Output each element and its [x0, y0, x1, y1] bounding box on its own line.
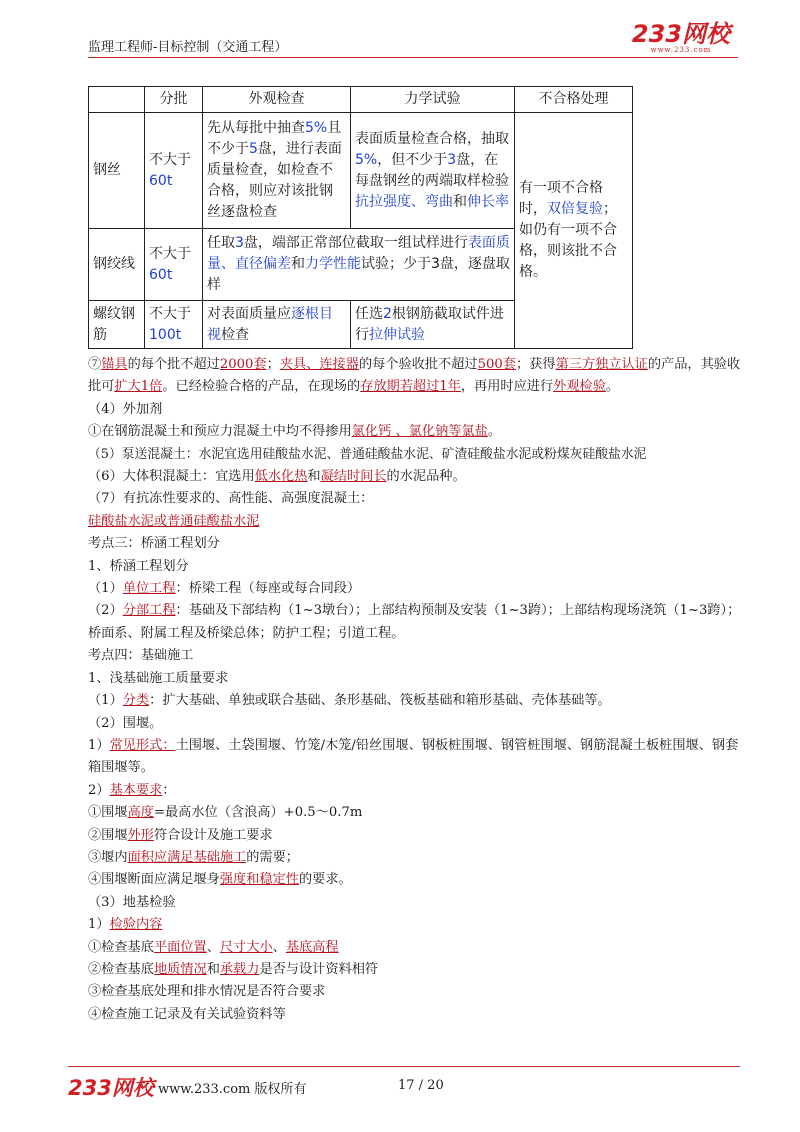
text: ④围堰断面应满足堰身: [88, 872, 220, 888]
cell-highlight: 60t: [149, 266, 173, 283]
cell-text: 盘，进行表面质量检查，如检查不合格，则应对该批钢丝逐盘检查: [207, 141, 342, 220]
text: 。: [605, 379, 620, 395]
text: 1）: [88, 737, 110, 753]
highlight: 平面位置: [153, 939, 207, 955]
section-heading: 考点四：基础施工: [88, 648, 194, 664]
paragraph: [88, 959, 748, 981]
mech-cell: [351, 113, 515, 229]
highlight: 凝结时间长: [320, 469, 387, 485]
highlight: 检验内容: [109, 917, 163, 933]
text: ：基础及下部结构（1~3墩台）；上部结构预制及安装（1~3跨）；上部结构现场浇筑（1~3跨）；桥面系、附属工程及桥梁总体；防护工程；引道工程。: [88, 603, 741, 641]
cell-highlight: 2: [383, 305, 392, 322]
highlight: 存放期若超过1年: [360, 379, 461, 395]
batch-cell: [145, 301, 203, 349]
highlight: 氯化钙 、氯化钠等氯盐: [351, 424, 488, 440]
logo-url: www.233.com: [650, 46, 712, 54]
cell-highlight: 5%: [355, 151, 378, 168]
paragraph: ④检查施工记录及有关试验资料等: [88, 1006, 286, 1022]
highlight: 单位工程: [122, 581, 176, 597]
text: ：桥梁工程（每座或每合同段）: [175, 581, 361, 597]
cell-text: ；如仍有一项不合格，则该批不合格。: [519, 201, 617, 280]
footer-logo: 233网校: [68, 1076, 154, 1100]
cell-highlight: 3: [447, 151, 457, 168]
cell-text: 和: [291, 256, 305, 272]
header-cell: 外观检查: [203, 87, 351, 113]
merged-cell: [203, 229, 515, 301]
paragraph: [88, 937, 748, 959]
paragraph: （5）泵送混凝土：水泥宜选用硅酸盐水泥、普通硅酸盐水泥、矿渣硅酸盐水泥或粉煤灰硅酸盐水泥: [88, 446, 647, 462]
text: 、: [206, 939, 220, 955]
cell-highlight: 伸长率: [467, 193, 509, 210]
text: ，再用时应进行: [460, 379, 554, 395]
highlight: 地质情况: [153, 961, 207, 977]
header-cell: 分批: [145, 87, 203, 113]
cell-highlight: 5: [249, 141, 258, 157]
highlight: 分部工程: [122, 603, 176, 619]
footer-rule: [68, 1066, 740, 1067]
paragraph: 1、桥涵工程划分: [88, 558, 189, 574]
paragraph: [88, 421, 748, 443]
header-cell: 力学试验: [351, 87, 515, 113]
highlight: 外形: [127, 827, 154, 843]
highlight: 500套: [477, 357, 516, 372]
paragraph: （3）地基检验: [88, 894, 176, 910]
paragraph: （7）有抗冻性要求的、高性能、高强度混凝土：: [88, 491, 374, 507]
footer-site-text: www.233.com 版权所有: [158, 1082, 307, 1097]
paragraph: [88, 690, 748, 712]
material-cell: 螺纹钢筋: [89, 301, 145, 349]
section-heading: 考点三：桥涵工程划分: [88, 536, 220, 552]
paragraph: [88, 578, 748, 600]
highlight: 分类: [122, 693, 150, 709]
cell-text: ，但不少于: [377, 151, 448, 168]
document-body: [88, 354, 748, 1026]
text: 土围堰、土袋围堰、竹笼/木笼/铅丝围堰、钢板桩围堰、钢管桩围堰、钢筋混凝土板桩围堰、钢套箱围堰等。: [88, 737, 739, 776]
text: 、: [272, 939, 286, 955]
text: 是否与设计资料相符: [259, 961, 379, 977]
cell-highlight: 100t: [149, 326, 182, 343]
cell-text: 根钢筋截取试件进行: [355, 305, 504, 343]
paragraph: [88, 825, 748, 847]
cell-text: 不大于: [149, 245, 191, 262]
cell-text: 对表面质量应: [207, 305, 291, 322]
visual-cell: [203, 113, 351, 229]
highlight: 承载力: [219, 961, 260, 977]
text: 的水泥品种。: [386, 469, 466, 485]
highlight: 第三方独立认证: [555, 357, 648, 372]
paragraph: （2）围堰。: [88, 715, 163, 731]
cell-text: 检查: [221, 326, 249, 343]
cell-text: 表面质量检查合格，抽取: [355, 130, 509, 147]
inspection-table: [88, 86, 633, 349]
paragraph: [88, 354, 748, 399]
highlight: 2000套: [219, 357, 267, 372]
text: 。已经检验合格的产品，在现场的: [162, 379, 361, 395]
text: 1）: [88, 917, 110, 933]
highlight: 基本要求: [109, 782, 163, 798]
table-row: [89, 113, 633, 229]
cell-highlight: 表面质量、直径偏差: [207, 235, 510, 272]
text: ；获得: [515, 357, 556, 372]
highlight: 尺寸大小: [219, 939, 273, 955]
text: ：: [162, 782, 176, 798]
highlight: 硅酸盐水泥或普通硅酸盐水泥: [88, 513, 260, 529]
cell-highlight: 力学性能: [305, 256, 361, 272]
material-cell: 钢绞线: [89, 229, 145, 301]
text: 的要求。: [299, 872, 352, 888]
batch-cell: [145, 113, 203, 229]
highlight: 高度: [127, 805, 154, 821]
cell-highlight: 抗拉强度、弯曲: [355, 193, 453, 210]
text: ②检查基底: [88, 961, 154, 977]
highlight: 基底高程: [285, 939, 339, 955]
paragraph: [88, 735, 748, 780]
text: ②围堰: [88, 827, 128, 843]
text: （1）: [88, 581, 123, 597]
batch-cell: [145, 229, 203, 301]
paragraph: （4）外加剂: [88, 401, 163, 417]
cell-text: 且不少于: [207, 120, 342, 157]
logo-text: 233网校: [631, 20, 730, 48]
cell-text: 不大于: [149, 305, 191, 322]
text: 和: [206, 961, 220, 977]
text: 的每个验收批不超过: [358, 357, 478, 372]
text: 的产品，其验收批可: [88, 357, 741, 395]
paragraph: [88, 466, 748, 488]
paragraph: [88, 802, 748, 824]
cell-text: 和: [453, 193, 467, 210]
document-title: 监理工程师-目标控制（交通工程）: [88, 40, 288, 55]
cell-text: 任取: [207, 235, 235, 251]
failure-cell: [515, 113, 633, 349]
cell-text: 盘，在每盘钢丝的两端取样检验: [355, 151, 509, 189]
cell-text: 先从每批中抽查: [207, 120, 305, 136]
paragraph: [88, 600, 748, 645]
cell-highlight: 拉伸试验: [369, 326, 425, 343]
highlight: 强度和稳定性: [219, 872, 299, 888]
header-cell: 不合格处理: [515, 87, 633, 113]
text: ：扩大基础、单独或联合基础、条形基础、筏板基础和箱形基础、壳体基础等。: [149, 693, 611, 709]
text: ；: [266, 357, 280, 372]
highlight: 扩大1倍: [114, 379, 163, 395]
cell-highlight: 3: [235, 235, 244, 251]
page-footer: [68, 1066, 740, 1100]
paragraph: [88, 869, 748, 891]
text: ①检查基底: [88, 939, 154, 955]
text: 的需要；: [246, 849, 299, 865]
text: ①在钢筋混凝土和预应力混凝土中均不得掺用: [88, 424, 352, 440]
highlight: 夹具、连接器: [279, 357, 359, 372]
material-cell: 钢丝: [89, 113, 145, 229]
paragraph: ③检查基底处理和排水情况是否符合要求: [88, 984, 326, 1000]
header-rule: [88, 57, 738, 58]
highlight: 常见形式：: [109, 737, 176, 753]
paragraph: [88, 914, 748, 936]
cell-text: 有一项不合格时，: [519, 180, 603, 217]
page-header: [88, 22, 738, 58]
highlight: 低水化热: [254, 469, 308, 485]
highlight: 面积应满足基础施工: [127, 849, 247, 865]
text: =最高水位（含浪高）+0.5～0.7m: [153, 805, 363, 821]
paragraph: [88, 847, 748, 869]
brand-logo: [632, 22, 730, 54]
cell-text: 不大于: [149, 151, 191, 168]
paragraph: 1、浅基础施工质量要求: [88, 670, 229, 686]
text: （1）: [88, 693, 123, 709]
text: 和: [307, 469, 321, 485]
text: 的每个批不超过: [127, 357, 220, 372]
paragraph: [88, 780, 748, 802]
paragraph: [88, 511, 748, 533]
text: ③堰内: [88, 849, 128, 865]
highlight: 锚具: [101, 357, 128, 372]
mech-cell: [351, 301, 515, 349]
cell-highlight: 5%: [305, 120, 328, 136]
text: 2）: [88, 782, 110, 798]
text: （6）大体积混凝土：宜选用: [88, 469, 255, 485]
cell-text: 盘，端部正常部位截取一组试样进行: [243, 235, 468, 251]
text: （2）: [88, 603, 123, 619]
text: 。: [487, 424, 502, 440]
cell-highlight: 逐根目视: [207, 305, 333, 343]
cell-highlight: 双倍复验: [547, 201, 603, 217]
text: ①围堰: [88, 805, 128, 821]
text: 符合设计及施工要求: [153, 827, 273, 843]
visual-cell: [203, 301, 351, 349]
page-number: 17 / 20: [398, 1078, 444, 1093]
cell-text: 任选: [355, 305, 383, 322]
table-header-row: [89, 87, 633, 113]
cell-text: 试验；少于3盘，逐盘取样: [207, 256, 510, 293]
cell-highlight: 60t: [149, 172, 173, 189]
header-cell: [89, 87, 145, 113]
text: ⑦: [88, 357, 102, 372]
highlight: 外观检验: [553, 379, 606, 395]
